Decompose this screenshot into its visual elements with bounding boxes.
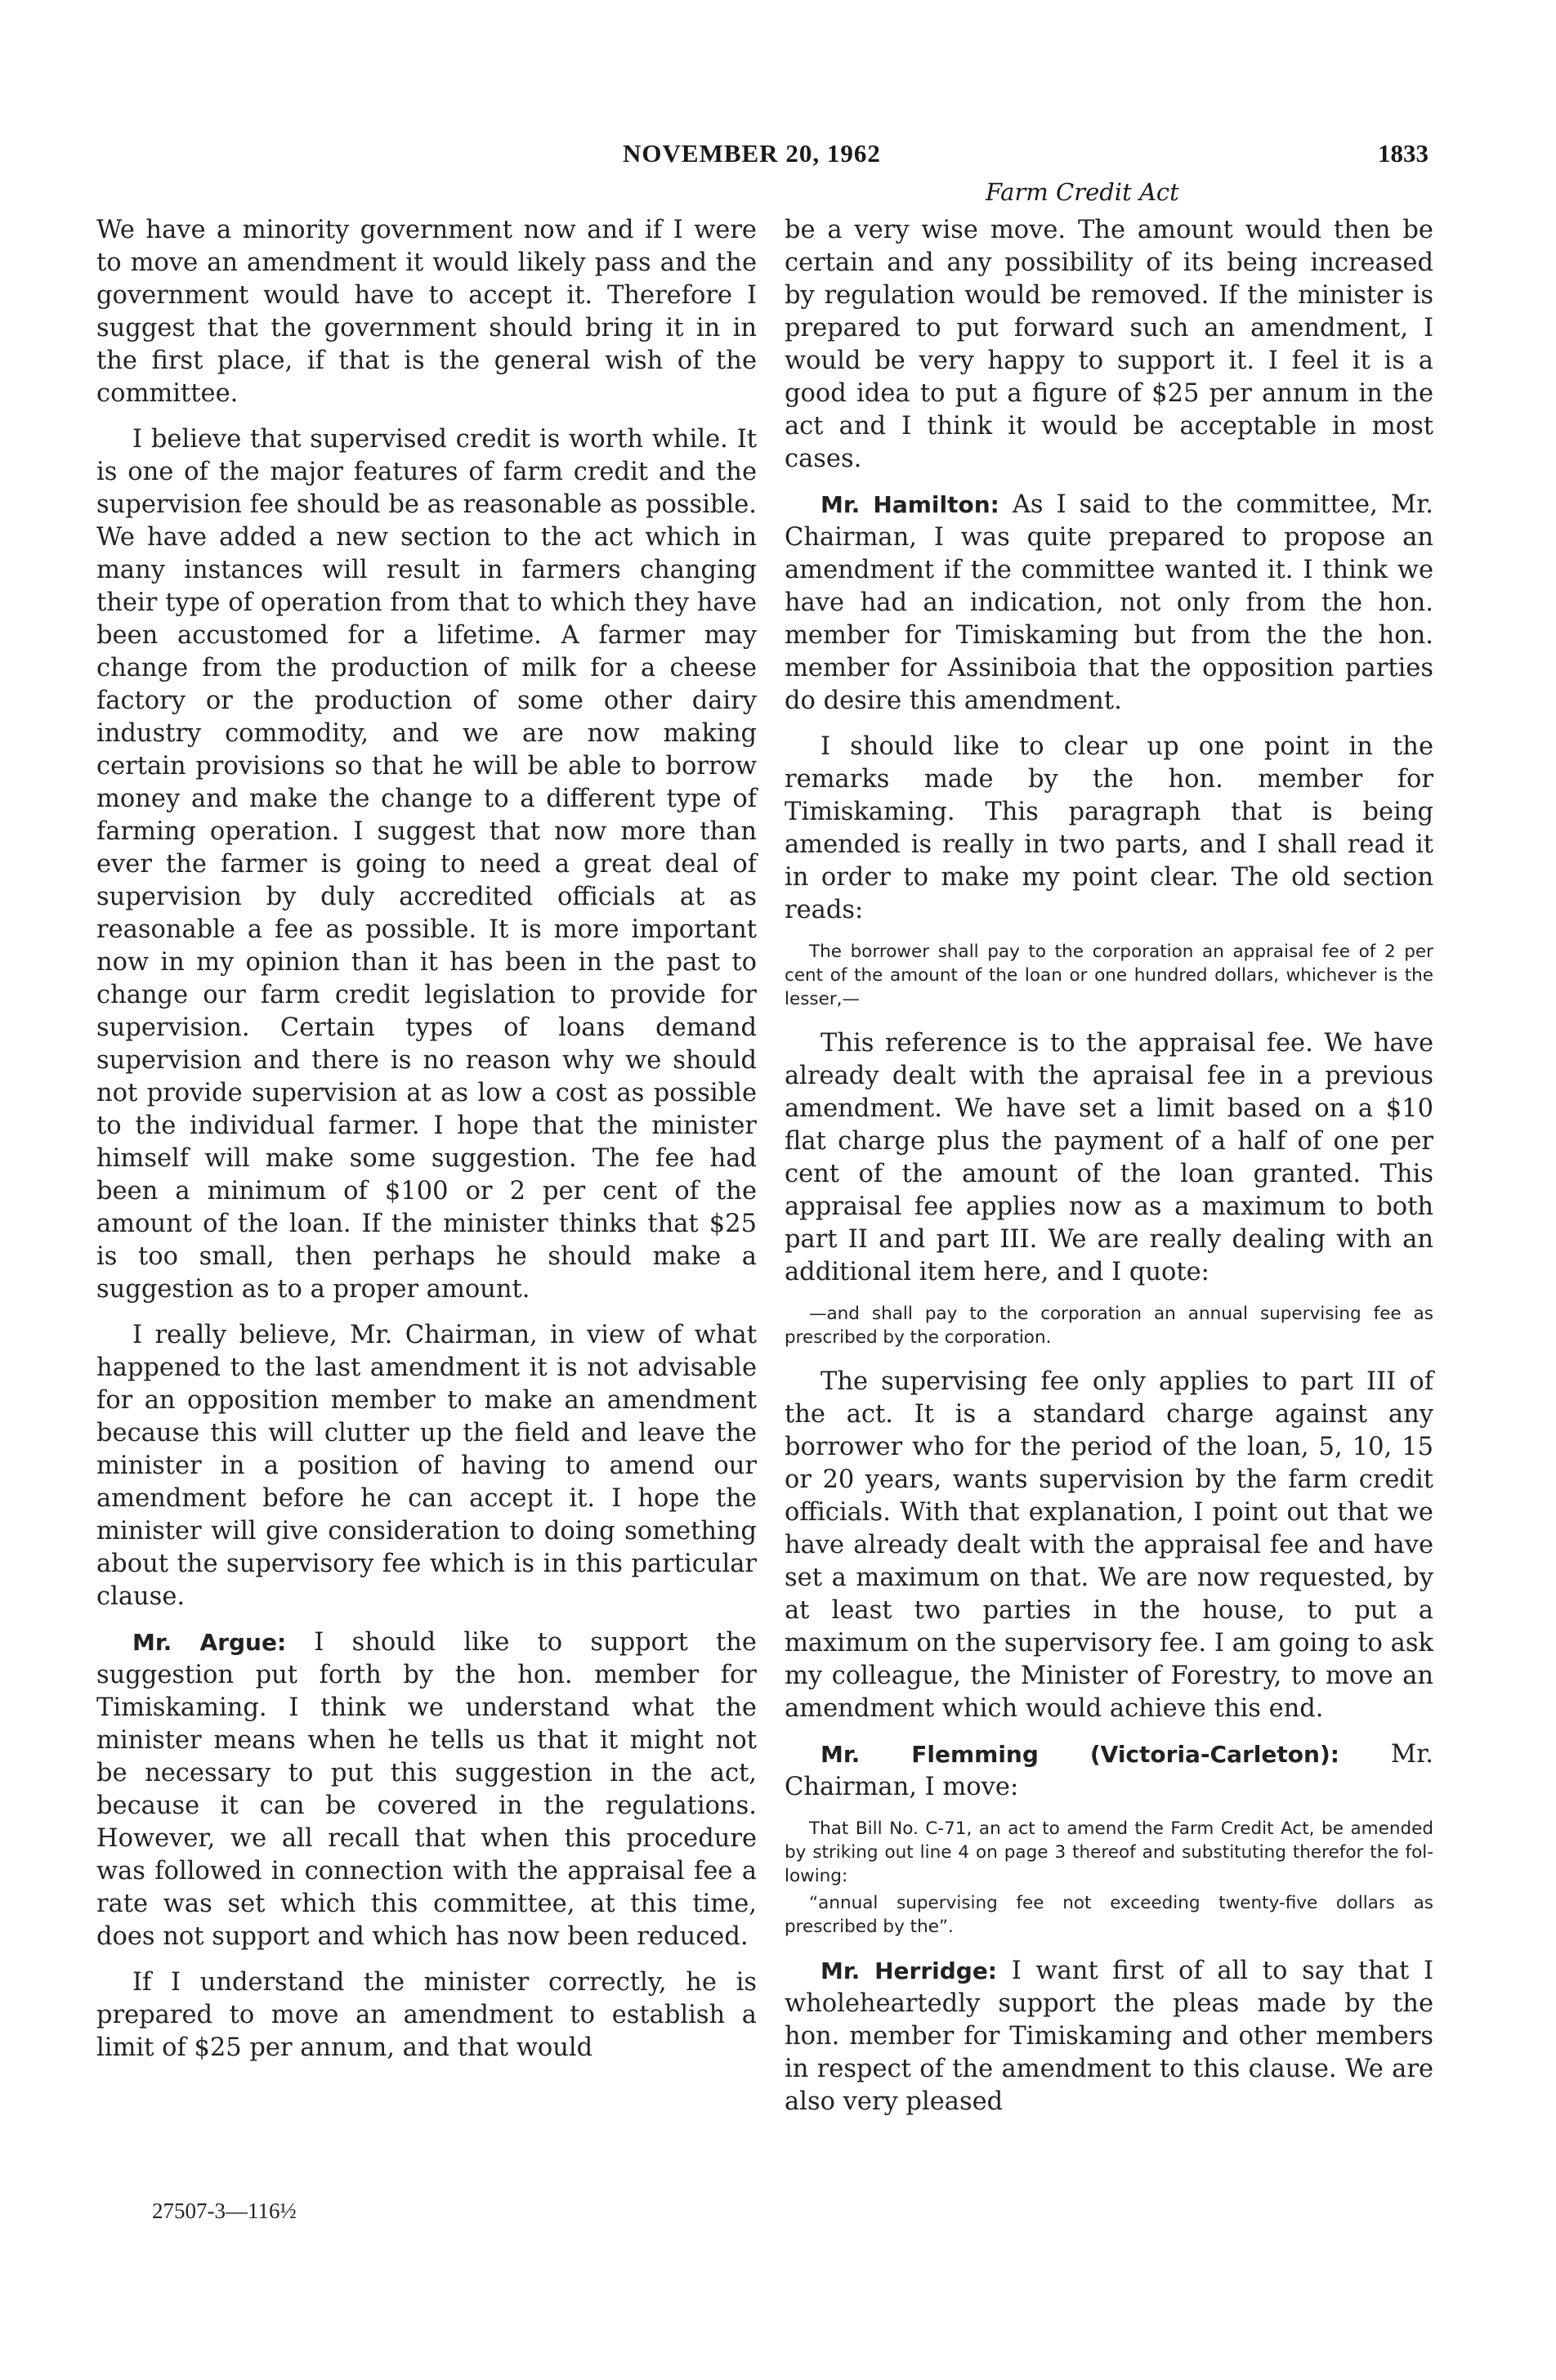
speaker-name: Mr. Argue:: [132, 1629, 287, 1656]
paragraph: I believe that supervised credit is worth while. It is one of the major features of farm credit and the supervision fee should be as reasonable as possible. We have added a new section to the act which in many instances will result in farmers changing their type of operation from that to which they have been accustomed for a lifetime. A farmer may change from the production of milk for a cheese factory or the production of some other dairy industry commodity, and we are now making certain provisions so that he will be able to borrow money and make the change to a different type of farming operation. I suggest that now more than ever the farmer is going to need a great deal of supervision by duly accredited officials at as reasonable a fee as possible. It is more important now in my opinion than it has been in the past to change our farm credit legislation to provide for supervision. Certain types of loans demand supervision and there is no reason why we should not provide supervision at as low a cost as possible to the individual farmer. I hope that the minister himself will make some suggestion. The fee had been a minimum of $100 or 2 per cent of the amount of the loan. If the minister thinks that $25 is too small, then perhaps he should make a suggestion as to a proper amount.: [96, 425, 757, 1304]
section-title: Farm Credit Act: [986, 178, 1179, 206]
paragraph: The supervising fee only applies to part III of the act. It is a standard charge against any borrower who for the period of the loan, 5, 10, 15 or 20 years, wants supervision by the farm credit officials. With that explanation, I point out that we have already dealt with the appraisal fee and have set a maximum on that. We are now requested, by at least two parties in the house, to put a maximum on the supervisory fee. I am going to ask my colleague, the Minister of Forestry, to move an amendment which would achieve this end.: [785, 1367, 1433, 1723]
speech-paragraph: [785, 489, 1433, 718]
paragraph: I should like to clear up one point in the remarks made by the hon. member for Timiskaming. This paragraph that is being amended is really in two parts, and I shall read it in order to make my point clear. The old section reads:: [785, 732, 1433, 924]
paragraph: be a very wise move. The amount would then be certain and any possibility of its being increased by regulation would be removed. If the minister is prepared to put forward such an amendment, I would be very happy to support it. I feel it is a good idea to put a figure of $25 per annum in the act and I think it would be acceptable in most cases.: [785, 216, 1433, 473]
block-quote: “annual supervising fee not exceeding twenty-five dollars as prescribed by the”.: [785, 1893, 1433, 1937]
print-code: 27507-3—116½: [152, 2199, 297, 2223]
left-column: [96, 214, 757, 2065]
speech-text: I should like to support the suggestion put forth by the hon. member for Timiskaming. I think we understand what the minister means when he tells us that it might not be necessary to put this suggestion in the act, because it can be covered in the regulations. However, we all recall that when this procedure was followed in connection with the appraisal fee a rate was set which this committee, at this time, does not support and which has now been reduced.: [96, 1628, 757, 1951]
paragraph: If I understand the minister correctly, he is prepared to move an amendment to establish a limit of $25 per annum, and that would: [96, 1968, 757, 2062]
speech-text: I want first of all to say that I wholeheartedly support the pleas made by the hon. member for Timiskaming and other members in respect of the amendment to this clause. We are also very pleased: [785, 1957, 1433, 2116]
speech-paragraph: [785, 1955, 1433, 2118]
right-column: [785, 214, 1433, 2118]
page-number: 1833: [1378, 139, 1429, 168]
block-quote: That Bill No. C-71, an act to amend the Farm Credit Act, be amended by striking out line 4 on page 3 thereof and substituting therefor the following:: [785, 1819, 1433, 1886]
paragraph: I really believe, Mr. Chairman, in view of what happened to the last amendment it is not advisable for an opposition member to make an amendment because this will clutter up the field and leave the minister in a position of having to amend our amendment before he can accept it. I hope the minister will give consideration to doing something about the supervisory fee which is in this particular clause.: [96, 1321, 757, 1611]
paragraph: We have a minority government now and if I were to move an amendment it would likely pass and the government would have to accept it. Therefore I suggest that the government should bring it in in the first place, if that is the general wish of the committee.: [96, 216, 757, 408]
page-date: NOVEMBER 20, 1962: [623, 139, 881, 168]
speech-paragraph: [785, 1738, 1433, 1804]
speaker-name: Mr. Flemming (Victoria-Carleton):: [820, 1741, 1339, 1768]
speaker-name: Mr. Hamilton:: [820, 491, 999, 518]
block-quote: The borrower shall pay to the corporation an appraisal fee of 2 per cent of the amount of the loan or one hundred dollars, whichever is the lesser,—: [785, 942, 1433, 1009]
block-quote: —and shall pay to the corporation an annual supervising fee as prescribed by the corporation.: [785, 1304, 1433, 1348]
speech-paragraph: [96, 1626, 757, 1953]
speaker-name: Mr. Herridge:: [820, 1957, 998, 1984]
paragraph: This reference is to the appraisal fee. We have already dealt with the apraisal fee in a previous amendment. We have set a limit based on a $10 flat charge plus the payment of a half of one per cent of the amount of the loan granted. This appraisal fee applies now as a maximum to both part II and part III. We are really dealing with an additional item here, and I quote:: [785, 1029, 1433, 1286]
speech-text: Mr. Chairman, I move:: [785, 1740, 1433, 1801]
speech-text: As I said to the committee, Mr. Chairman, I was quite prepared to propose an amendment if the committee wanted it. I think we have had an indication, not only from the hon. member for Timiskaming but from the the hon. member for Assiniboia that the opposition parties do desire this amendment.: [785, 490, 1433, 715]
